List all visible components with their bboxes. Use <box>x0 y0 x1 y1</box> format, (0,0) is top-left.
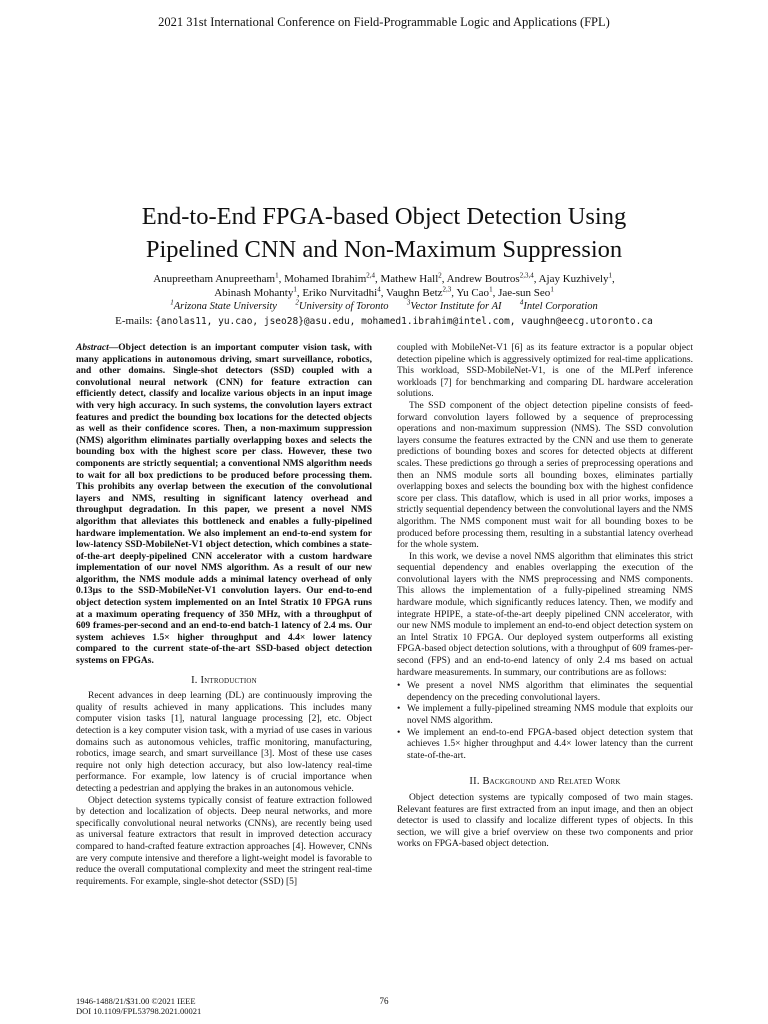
right-column <box>397 343 693 851</box>
author-name-superscript: 1 <box>489 285 493 294</box>
author-name-superscript: 1 <box>608 271 613 280</box>
author-name: Yu Cao$^1$ <box>456 285 493 299</box>
section-heading-introduction: I. Introduction <box>191 674 257 686</box>
author-name-superscript: 4 <box>377 285 381 294</box>
affiliation: $^3$Vector Institute for AI <box>406 298 502 312</box>
bullet-icon: • <box>397 681 401 692</box>
author-name: Jae-sun Seo$^1$ <box>498 285 554 299</box>
section-heading-background: II. Background and Related Work <box>469 776 621 788</box>
bullet-icon: • <box>397 704 401 715</box>
author-line-1: Anupreetham Anupreetham$^1$, Mohamed Ibrahim$^{2,4}$, Mathew Hall$^2$, Andrew Boutros$^{2,3,4}$, Ajay Kuzhively$^1$, <box>153 271 615 285</box>
author-name-superscript: 2 <box>438 271 442 280</box>
email-line <box>40 314 728 329</box>
author-block <box>40 272 728 329</box>
contributions-list <box>397 681 693 762</box>
author-name: Mathew Hall$^2$ <box>380 271 442 285</box>
abstract <box>76 343 372 668</box>
background-paragraph-1: Object detection systems are typically composed of two main stages. Relevant features are first extracted from an input image, and then an object detector is used to classify and localize different types of objects. In this section, we will give a brief overview on these two components and prior works on FPGA-based object detection. <box>397 792 693 850</box>
conference-header: 2021 31st International Conference on Field-Programmable Logic and Applications (FPL) <box>158 15 610 29</box>
affiliation: $^1$Arizona State University <box>170 298 277 312</box>
affiliations <box>40 300 728 314</box>
emails-label: E-mails: <box>115 315 153 327</box>
author-name: Eriko Nurvitadhi$^4$ <box>302 285 381 299</box>
author-name: Anupreetham Anupreetham$^1$ <box>153 271 279 285</box>
author-name-superscript: 1 <box>293 285 297 294</box>
title-line-2: Pipelined CNN and Non-Maximum Suppression <box>145 236 623 263</box>
author-name-superscript: 1 <box>275 271 279 280</box>
footer-issn: 1946-1488/21/$31.00 ©2021 IEEE <box>76 996 196 1006</box>
affiliation: $^2$University of Toronto <box>295 298 389 312</box>
author-name: Andrew Boutros$^{2,3,4}$ <box>446 271 534 285</box>
left-column <box>76 343 372 888</box>
author-name: Abinash Mohanty$^1$ <box>214 285 297 299</box>
author-name-superscript: 2,3 <box>442 285 452 294</box>
intro-paragraph-5: In this work, we devise a novel NMS algorithm that eliminates this strict sequential dependency and enables overlapping the execution of the convolutional layers with the NMS preprocessing and NMS components. This allows the implementation of a fully-pipelined streaming NMS hardware module, which significantly reduces latency. Then, we modify and integrate HPIPE, a state-of-the-art deeply pipelined CNN accelerator, with our new NMS module to implement an end-to-end object detection system on an Intel Stratix 10 FPGA. Our deployed system outperforms all existing FPGA-based object detection solutions, with a throughput of 609 frames-per-second (FPS) and an end-to-end latency of only 2.4 ms based on actual hardware measurements. In summary, our contributions are as follows: <box>397 551 693 678</box>
contribution-item: • We implement an end-to-end FPGA-based object detection system that achieves 1.5× higher throughput and 4.4× lower latency than the current state-of-the-art. <box>397 727 693 761</box>
emails: {anolas11, yu.cao, jseo28}@asu.edu, mohamed1.ibrahim@intel.com, vaughn@eecg.utoronto.ca <box>155 316 653 327</box>
intro-paragraph-3: coupled with MobileNet-V1 [6] as its feature extractor is a popular object detection pipeline which is aggressively optimized for real-time applications. This workload, SSD-MobileNet-V1, is one of the MLPerf inference workloads [7] for benchmarking and comparing DL hardware acceleration solutions. <box>397 343 693 400</box>
author-name: Ajay Kuzhively$^1$ <box>538 271 613 285</box>
footer-doi: DOI 10.1109/FPL53798.2021.00021 <box>76 1006 202 1016</box>
intro-paragraph-4: The SSD component of the object detection pipeline consists of feed-forward convolution layers followed by a sequence of preprocessing operations and non-maximum suppression (NMS). The SSD convolution layers consume the features extracted by the CNN and use them to generate predictions of bounding boxes and scores for detected objects at different scales. These predictions go through a series of preprocessing operations and then an NMS module sorts all bounding boxes, eliminates partially overlapping boxes and selects the bounding box with the highest confidence score per class. This dataflow, which is used in all prior works, imposes a strictly sequential dependency between the convolutional layers and the NMS algorithm. The NMS component must wait for all bounding boxes to be produced before processing them, resulting in a substantial latency overhead for the whole system. <box>397 400 693 551</box>
abstract-text: —Object detection is an important computer vision task, with many applications in autonomous driving, smart surveillance, robotics, and other domains. Single-shot detectors (SSD) coupled with a convolutional neural network (CNN) for feature extraction can efficiently detect, classify and localize various objects in an input image with very high accuracy. In such systems, the convolution layers extract features and predict the bounding box locations for the detected objects as well as their confidence scores. Then, a non-maximum suppression (NMS) algorithm eliminates partially overlapping boxes and selects the bounding box with the highest score per class. However, these two components are strictly sequential; a conventional NMS algorithm needs to wait for all box predictions to be produced before processing them. This prohibits any overlap between the execution of the convolutional layers and NMS, resulting in significant latency overhead and throughput degradation. In this paper, we present a novel NMS algorithm that alleviates this bottleneck and enables a fully-pipelined hardware implementation. We also implement an end-to-end system for low-latency SSD-MobileNet-V1 object detection, which combines a state-of-the-art deeply-pipelined CNN accelerator with a custom hardware implementation of our novel NMS algorithm. As a result of our new algorithm, the NMS module adds a minimal latency overhead of only 0.13µs to the SSD-MobileNet-V1 convolution layers. Our end-to-end object detection system implemented on an Intel Stratix 10 FPGA runs at a maximum operating frequency of 350 MHz, with a throughput of 609 frames-per-second and an end-to-end batch-1 latency of 2.4 ms. Our system achieves 1.5× higher throughput and 4.4× lower latency compared to the current state-of-the-art SSD-based object detection systems on FPGAs. <box>76 343 372 667</box>
author-name-superscript: 2,3,4 <box>519 271 534 280</box>
author-name: Vaughn Betz$^{2,3}$ <box>386 285 452 299</box>
affiliation: $^4$Intel Corporation <box>519 298 598 312</box>
intro-paragraph-2: Object detection systems typically consist of feature extraction followed by detection and localization of objects. Deep neural networks, and more specifically convolutional neural networks (CNNs), are recently being used as universal feature extractors that result in improved detection accuracy compared to hand-crafted feature extraction approaches [4]. However, CNNs are very compute intensive and therefore a light-weight model is favorable to reduce the overall computational complexity and meet the stringent real-time requirements. For example, single-shot detector (SSD) [5] <box>76 795 372 887</box>
author-line-2: Abinash Mohanty$^1$, Eriko Nurvitadhi$^4$, Vaughn Betz$^{2,3}$, Yu Cao$^1$, Jae-sun Seo$^1$ <box>214 285 554 299</box>
abstract-label: Abstract <box>76 343 109 353</box>
title-line-1: End-to-End FPGA-based Object Detection Using <box>141 203 627 230</box>
bullet-icon: • <box>397 727 401 738</box>
contribution-item: • We present a novel NMS algorithm that eliminates the sequential dependency on the preceding convolutional layers. <box>397 681 693 703</box>
paper-title <box>60 200 708 266</box>
contribution-item: • We implement a fully-pipelined streaming NMS module that exploits our novel NMS algorithm. <box>397 704 693 726</box>
author-name: Mohamed Ibrahim$^{2,4}$ <box>284 271 376 285</box>
intro-paragraph-1: Recent advances in deep learning (DL) are continuously improving the quality of results achieved in many applications. This includes many computer vision tasks [1], natural language processing [2], etc. Object detection is a key computer vision task, with a myriad of use cases in various domains such as autonomous vehicles, traffic monitoring, manufacturing, robotics, image search, and smart surveillance [3]. Most of these use cases require not only high detection accuracy, but also low-latency real-time performance. For example, low latency is of crucial importance when detecting a pedestrian and applying the brakes in an autonomous vehicle. <box>76 691 372 794</box>
author-name-superscript: 2,4 <box>366 271 376 280</box>
page-number: 76 <box>379 996 389 1006</box>
author-name-superscript: 1 <box>550 285 554 294</box>
